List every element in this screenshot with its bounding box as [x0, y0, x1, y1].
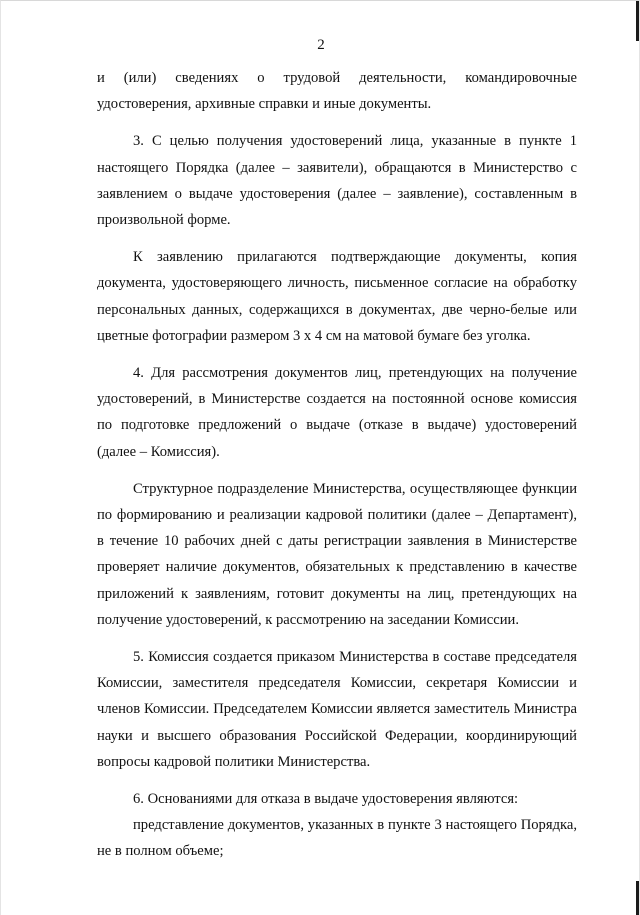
scan-edge-mark-top [636, 1, 639, 41]
page-number: 2 [317, 37, 325, 53]
paragraph-department: Структурное подразделение Министерства, осуществляющее функции по формированию и реализации кадровой политики (далее – Департамент), в течение 10 рабочих дней с даты регистрации заявления в Министерстве проверяет наличие документов, обязательных к представлению в качестве приложений к заявлениям, готовит документы на лиц, претендующих на получение удостоверений, к рассмотрению на заседании Комиссии. [97, 480, 577, 628]
paragraph-item-6: 6. Основаниями для отказа в выдаче удостоверения являются: [133, 791, 519, 808]
paragraph-item-3: 3. С целью получения удостоверений лица, указанные в пункте 1 настоящего Порядка (далее – заявители), обращаются в Министерство с заявлением о выдаче удостоверения (далее – заявление), составленным в произвольной форме. [97, 133, 577, 229]
scan-edge-mark-bottom [636, 881, 639, 915]
paragraph-item-4: 4. Для рассмотрения документов лиц, претендующих на получение удостоверений, в Министерстве создается на постоянной основе комиссия по подготовке предложений о выдаче (отказе в выдаче) удостоверений (далее – Комиссия). [97, 365, 577, 460]
document-body [97, 65, 577, 865]
paragraph-attachments: К заявлению прилагаются подтверждающие документы, копия документа, удостоверяющего личность, письменное согласие на обработку персональных данных, содержащихся в документах, две черно-белые или цветные фотографии размером 3 х 4 см на матовой бумаге без уголка. [97, 249, 577, 344]
paragraph-continuation: и (или) сведениях о трудовой деятельности, командировочные удостоверения, архивные справки и иные документы. [97, 70, 577, 113]
paragraph-item-5: 5. Комиссия создается приказом Министерства в составе председателя Комиссии, заместителя председателя Комиссии, секретаря Комиссии и членов Комиссии. Председателем Комиссии является заместитель Министра науки и высшего образования Российской Федерации, координирующий вопросы кадровой политики Министерства. [97, 649, 577, 770]
paragraph-refusal-ground: представление документов, указанных в пункте 3 настоящего Порядка, не в полном объеме; [97, 817, 577, 860]
